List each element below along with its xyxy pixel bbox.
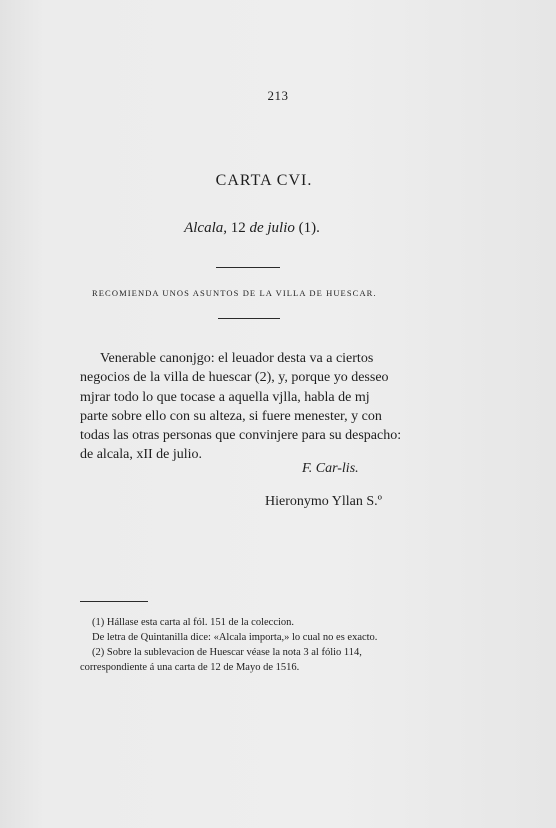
signer-name: Hieronymo Yllan S.º xyxy=(265,494,382,509)
dateline-place: Alcala xyxy=(184,220,224,236)
dateline-month: de julio xyxy=(249,220,295,236)
body-line: mjrar todo lo que tocase a aquella vjlla, habla de mj xyxy=(80,389,370,405)
signature: F. Car-lis. xyxy=(302,461,359,476)
bottom-rule xyxy=(218,318,280,319)
footnote-line: correspondiente á una carta de 12 de Mayo de 1516. xyxy=(80,662,300,673)
footnote-rule xyxy=(80,601,148,602)
letter-title: CARTA CVI. xyxy=(215,172,313,189)
body-line: todas las otras personas que convinjere para su despacho: xyxy=(80,428,402,444)
page-number: 213 xyxy=(267,88,289,103)
letter-body xyxy=(80,349,426,465)
body-line: negocios de la villa de huescar (2), y, porque yo desseo xyxy=(80,370,389,386)
body-line: parte sobre ello con su alteza, si fuere menester, y con xyxy=(80,408,382,424)
body-line: de alcala, xII de julio. xyxy=(80,447,203,463)
footnote-line: (2) Sobre la sublevacion de Huescar véase la nota 3 al fólio 114, xyxy=(92,647,362,658)
body-line: Venerable canonjgo: el leuador desta va a ciertos xyxy=(100,351,374,366)
dateline-day: , 12 xyxy=(223,220,250,236)
dateline xyxy=(0,220,504,237)
footnote-line: De letra de Quintanilla dice: «Alcala importa,» lo cual no es exacto. xyxy=(92,632,378,643)
letter-summary: RECOMIENDA UNOS ASUNTOS DE LA VILLA DE HUESCAR. xyxy=(92,288,377,298)
top-rule xyxy=(216,267,280,268)
footnotes xyxy=(80,615,430,675)
dateline-note-ref: (1). xyxy=(294,220,320,236)
footnote-line: (1) Hállase esta carta al fól. 151 de la coleccion. xyxy=(92,617,295,628)
